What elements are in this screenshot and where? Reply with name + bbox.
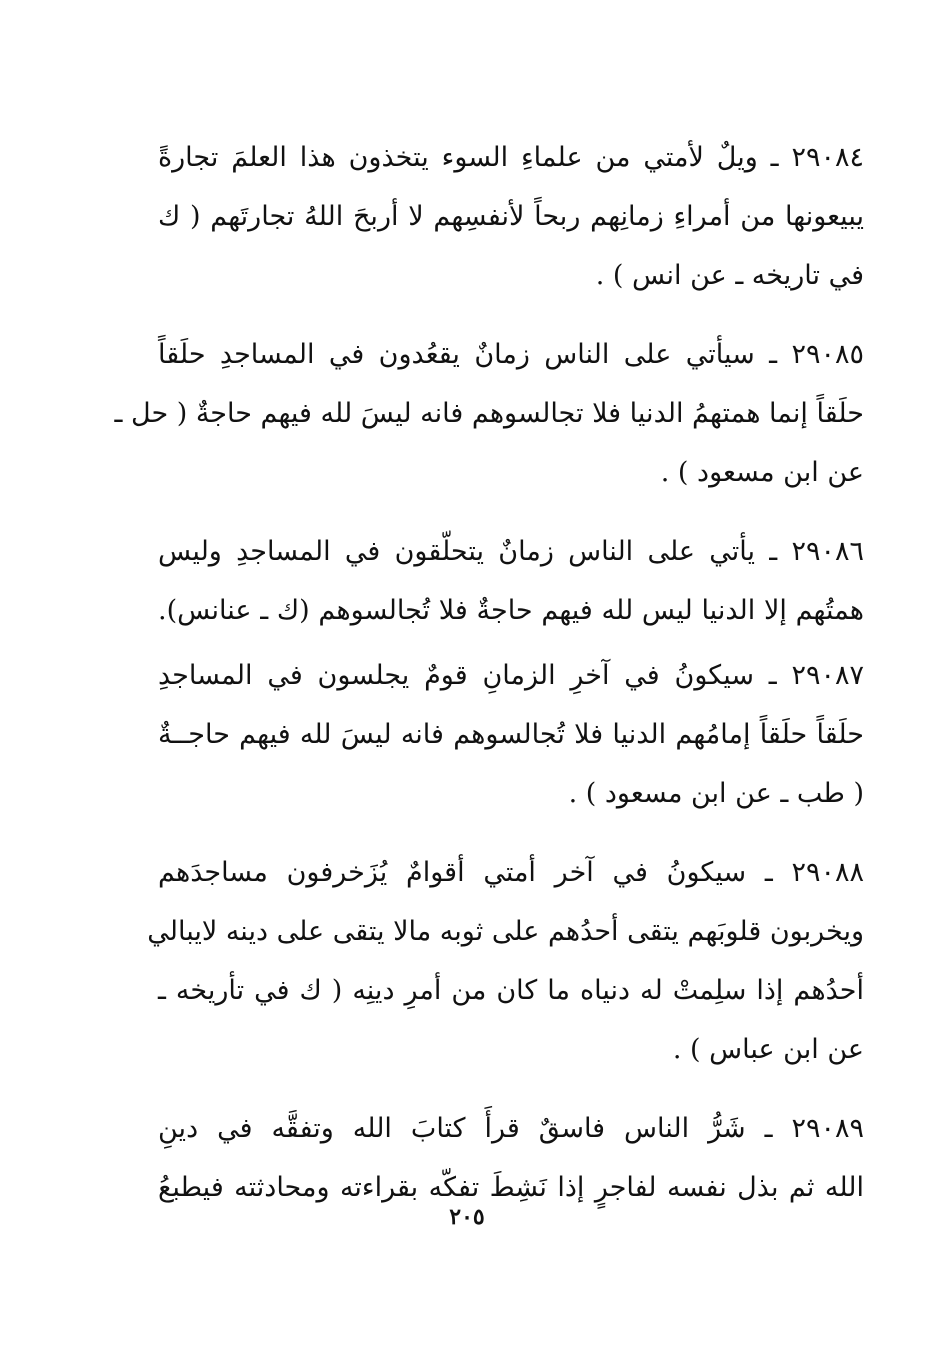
text-line: ٢٩٠٨٨ ـ سيكونُ في آخر أمتي أقوامٌ يُزَخرفون مساجدَهم [158,857,864,888]
text-line: ( طب ـ عن ابن مسعود ) . [568,778,864,809]
text-line: أحدُهم إذا سلِمتْ له دنياه ما كان من أمرِ دينِه ( ك في تأريخه ـ [158,975,864,1006]
text-line: عن ابن عباس ) . [672,1034,864,1065]
hadith-text-block [114,128,864,1217]
hadith-entry-29088 [147,843,864,1079]
text-line: ٢٩٠٨٧ ـ سيكونُ في آخرِ الزمانِ قومٌ يجلسون في المساجدِ [158,660,864,691]
text-line: ٢٩٠٨٩ ـ شَرُّ الناس فاسقٌ قرأَ كتابَ الله وتفقَّه في دينِ [158,1113,864,1144]
text-line: في تاريخه ـ عن انس ) . [595,260,864,291]
text-line: همتُهم إلا الدنيا ليس لله فيهم حاجةٌ فلا تُجالسوهم (ك ـ عنانس). [158,595,864,626]
text-line: ٢٩٠٨٥ ـ سيأتي على الناس زمانٌ يقعُدون في المساجدِ حلَقاً [158,339,864,370]
text-line: حلَقاً إنما همتهمُ الدنيا فلا تجالسوهم فانه ليسَ لله فيهم حاجةٌ ( حل ـ [114,398,864,429]
text-line: ٢٩٠٨٤ ـ ويلٌ لأمتي من علماءِ السوء يتخذون هذا العلمَ تجارةً [158,142,864,173]
text-line: ويخربون قلوبَهم يتقى أحدُهم على ثوبه مالا يتقى على دينه لايبالي [147,916,864,947]
hadith-entry-29084 [158,128,864,305]
page-number: ٢٠٥ [449,1204,485,1230]
hadith-entry-29087 [158,646,864,823]
text-line: يبيعونها من أمراءِ زمانِهم ربحاً لأنفسِهم لا أربحَ اللهُ تجارتَهم ( ك [158,201,864,232]
text-line: عن ابن مسعود ) . [660,457,864,488]
hadith-entry-29086 [158,522,864,640]
hadith-entry-29085 [114,325,864,502]
text-line: الله ثم بذل نفسه لفاجرٍ إذا نَشِطَ تفكّه بقراءته ومحادثته فيطبعُ [158,1172,864,1203]
hadith-entry-29089 [158,1099,864,1217]
text-line: حلَقاً حلَقاً إمامُهم الدنيا فلا تُجالسوهم فانه ليسَ لله فيهم حاجــةٌ [158,719,864,750]
text-line: ٢٩٠٨٦ ـ يأتي على الناس زمانٌ يتحلّقون في المساجدِ وليس [158,536,864,567]
